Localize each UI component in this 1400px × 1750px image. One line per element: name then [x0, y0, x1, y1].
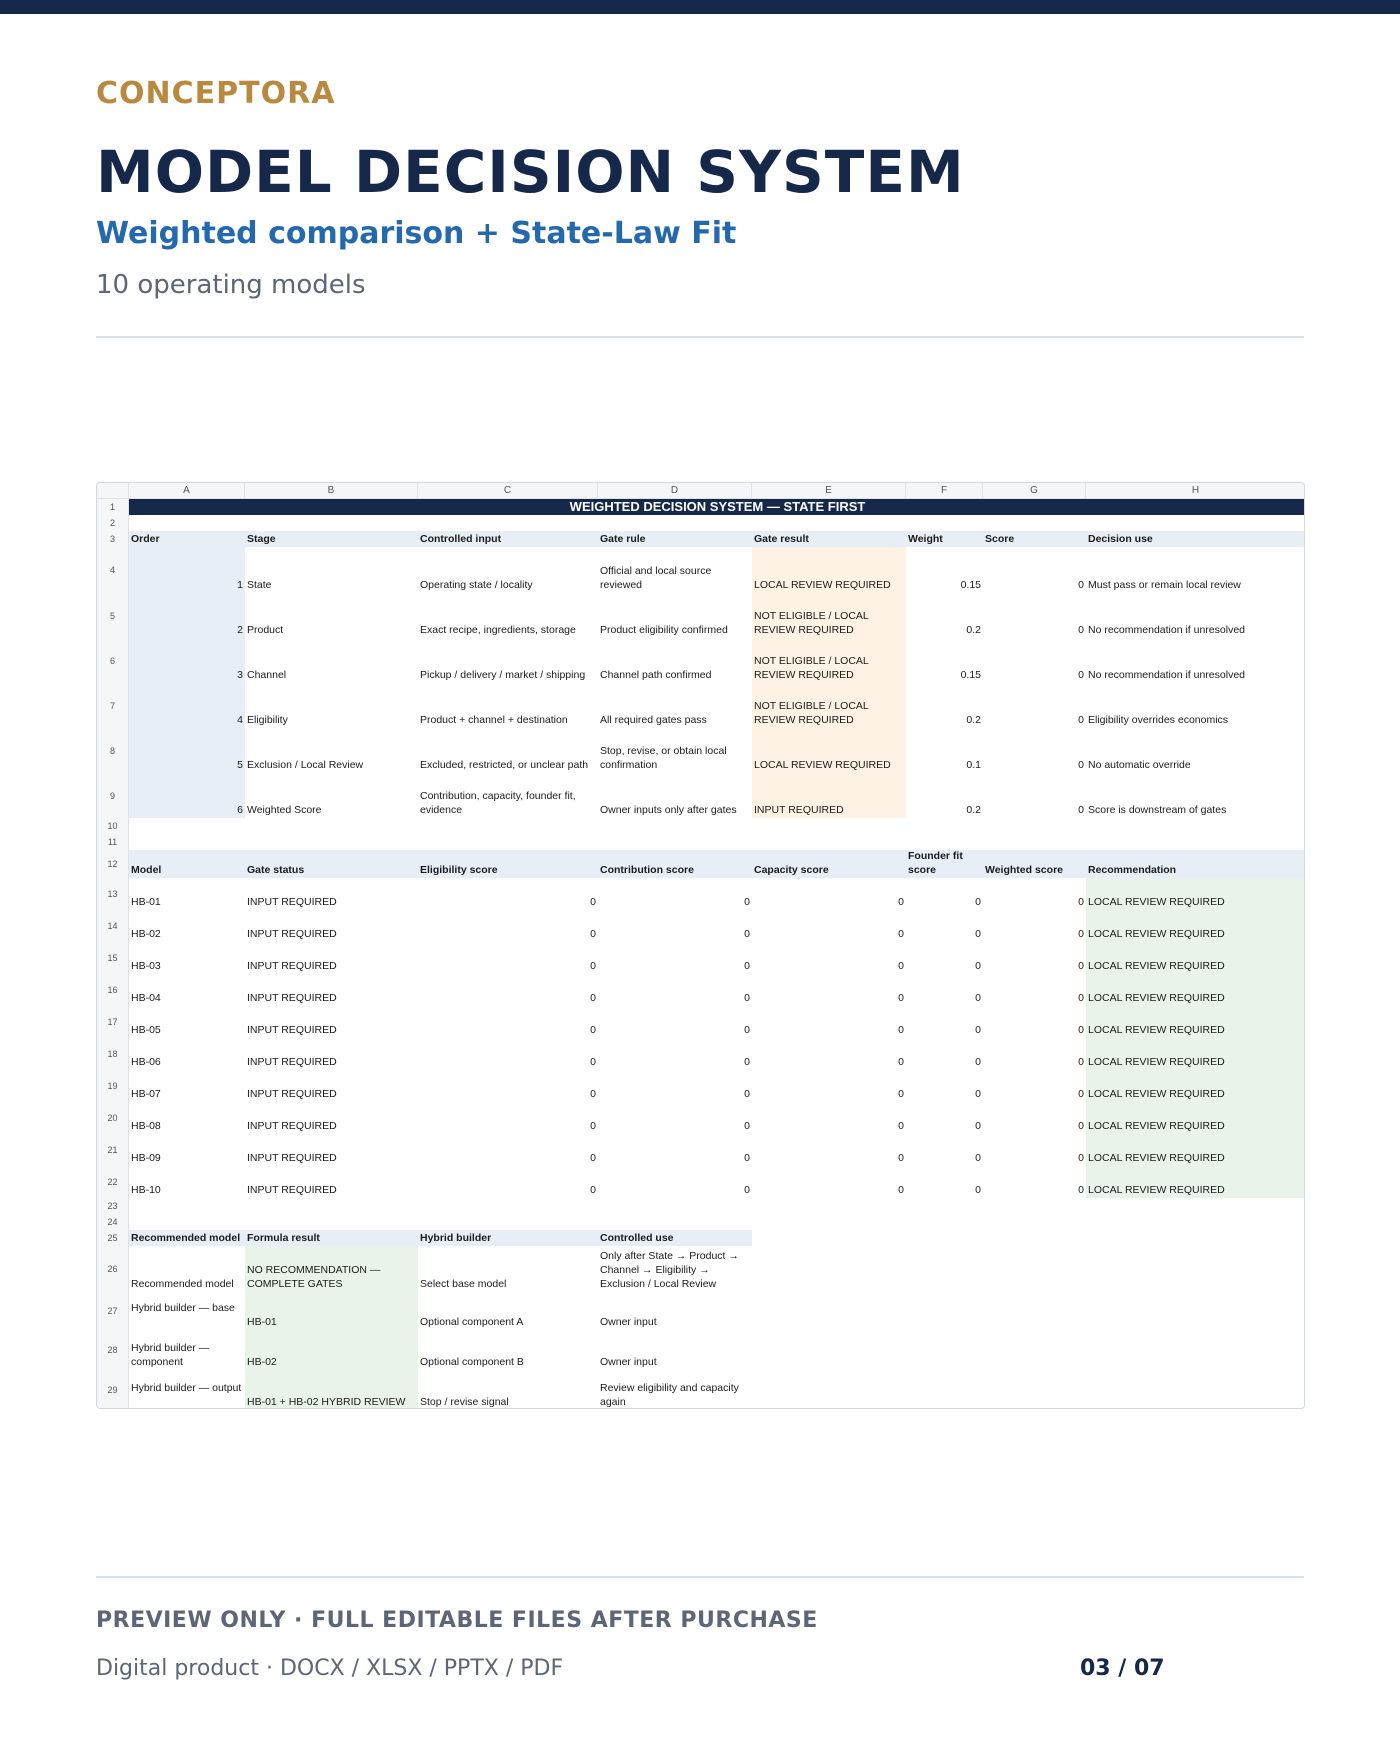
gate-score: 0 [1078, 669, 1084, 681]
row-header: 11 [97, 834, 129, 850]
model-eligibility-score: 0 [590, 1024, 596, 1036]
row-header: 2 [97, 515, 129, 531]
model-recommendation: LOCAL REVIEW REQUIRED [1088, 1120, 1225, 1132]
model-weighted-score: 0 [1078, 960, 1084, 972]
gate-weight: 0.15 [960, 579, 981, 591]
row-header: 29 [97, 1370, 129, 1409]
model-weighted-score: 0 [1078, 1152, 1084, 1164]
gate-column-header: Decision use [1088, 533, 1153, 545]
gate-weight: 0.2 [966, 804, 981, 816]
gate-order: 1 [237, 579, 243, 591]
page-subtitle: Weighted comparison + State-Law Fit [96, 216, 737, 251]
row-header: 15 [97, 942, 129, 974]
rec-hybrid-builder: Stop / revise signal [420, 1396, 509, 1408]
gate-rule: All required gates pass [600, 714, 707, 726]
model-gate-status: INPUT REQUIRED [247, 992, 337, 1004]
model-capacity-score: 0 [898, 1120, 904, 1132]
model-column-header: Weighted score [985, 864, 1063, 876]
model-capacity-score: 0 [898, 1152, 904, 1164]
model-eligibility-score: 0 [590, 992, 596, 1004]
model-column-header: Eligibility score [420, 864, 498, 876]
gate-stage: Product [247, 624, 284, 636]
gate-decision-use: No automatic override [1088, 759, 1191, 771]
gate-rule: Channel path confirmed [600, 669, 712, 681]
rec-column-header: Formula result [247, 1232, 320, 1244]
gate-stage: Channel [247, 669, 287, 681]
model-id: HB-01 [131, 896, 161, 908]
model-eligibility-score: 0 [590, 1056, 596, 1068]
gate-score: 0 [1078, 759, 1084, 771]
model-gate-status: INPUT REQUIRED [247, 1184, 337, 1196]
model-id: HB-02 [131, 928, 161, 940]
row-header: 12 [97, 850, 129, 878]
model-weighted-score: 0 [1078, 1120, 1084, 1132]
model-id: HB-07 [131, 1088, 161, 1100]
gate-input: Operating state / locality [420, 579, 533, 591]
gate-result: NOT ELIGIBLE / LOCAL REVIEW REQUIRED [754, 700, 869, 726]
model-weighted-score: 0 [1078, 896, 1084, 908]
model-contribution-score: 0 [744, 992, 750, 1004]
format-list: Digital product · DOCX / XLSX / PPTX / PDF [96, 1656, 564, 1681]
gate-column-header: Weight [908, 533, 943, 545]
gate-stage: Eligibility [247, 714, 288, 726]
gate-input: Product + channel + destination [420, 714, 568, 726]
row-header: 5 [97, 593, 129, 638]
rec-controlled-use: Owner input [600, 1356, 657, 1368]
rec-formula-result: NO RECOMMENDATION — COMPLETE GATES [247, 1264, 381, 1290]
column-header: H [1086, 483, 1305, 499]
preview-notice: PREVIEW ONLY · FULL EDITABLE FILES AFTER PURCHASE [96, 1608, 818, 1633]
row-header: 9 [97, 773, 129, 818]
model-weighted-score: 0 [1078, 992, 1084, 1004]
model-gate-status: INPUT REQUIRED [247, 1152, 337, 1164]
model-gate-status: INPUT REQUIRED [247, 1056, 337, 1068]
model-contribution-score: 0 [744, 928, 750, 940]
row-header: 17 [97, 1006, 129, 1038]
model-capacity-score: 0 [898, 1024, 904, 1036]
rec-formula-result: HB-01 [247, 1316, 277, 1328]
model-eligibility-score: 0 [590, 1120, 596, 1132]
model-founder-fit-score: 0 [975, 992, 981, 1004]
gate-score: 0 [1078, 804, 1084, 816]
model-contribution-score: 0 [744, 1024, 750, 1036]
rec-label: Recommended model [131, 1278, 234, 1290]
model-capacity-score: 0 [898, 1056, 904, 1068]
gate-decision-use: Score is downstream of gates [1088, 804, 1227, 816]
row-header: 27 [97, 1292, 129, 1330]
model-founder-fit-score: 0 [975, 960, 981, 972]
column-header: E [752, 483, 906, 499]
model-gate-status: INPUT REQUIRED [247, 1120, 337, 1132]
page-meta: 10 operating models [96, 270, 366, 300]
column-header: G [983, 483, 1086, 499]
gate-rule: Owner inputs only after gates [600, 804, 737, 816]
model-capacity-score: 0 [898, 960, 904, 972]
page-number: 03 / 07 [1080, 1656, 1165, 1681]
row-header: 24 [97, 1214, 129, 1230]
model-contribution-score: 0 [744, 1120, 750, 1132]
gate-rule: Product eligibility confirmed [600, 624, 728, 636]
model-recommendation: LOCAL REVIEW REQUIRED [1088, 928, 1225, 940]
gate-rule: Official and local source reviewed [600, 565, 712, 591]
rec-label: Hybrid builder — component [131, 1342, 210, 1368]
model-founder-fit-score: 0 [975, 928, 981, 940]
row-header: 14 [97, 910, 129, 942]
gate-result: LOCAL REVIEW REQUIRED [754, 759, 891, 771]
model-recommendation: LOCAL REVIEW REQUIRED [1088, 992, 1225, 1004]
sheet-title: WEIGHTED DECISION SYSTEM — STATE FIRST [129, 499, 1305, 515]
gate-column-header: Gate result [754, 533, 809, 545]
model-id: HB-10 [131, 1184, 161, 1196]
gate-weight: 0.15 [960, 669, 981, 681]
gate-result: INPUT REQUIRED [754, 804, 844, 816]
model-recommendation: LOCAL REVIEW REQUIRED [1088, 1056, 1225, 1068]
model-capacity-score: 0 [898, 1184, 904, 1196]
rec-label: Hybrid builder — base [131, 1302, 235, 1314]
row-header: 21 [97, 1134, 129, 1166]
model-gate-status: INPUT REQUIRED [247, 1088, 337, 1100]
page-title: MODEL DECISION SYSTEM [96, 138, 965, 206]
gate-score: 0 [1078, 714, 1084, 726]
header-divider [96, 336, 1304, 338]
top-bar [0, 0, 1400, 14]
model-contribution-score: 0 [744, 960, 750, 972]
model-id: HB-08 [131, 1120, 161, 1132]
rec-column-header: Controlled use [600, 1232, 674, 1244]
gate-result: NOT ELIGIBLE / LOCAL REVIEW REQUIRED [754, 610, 869, 636]
gate-decision-use: Must pass or remain local review [1088, 579, 1241, 591]
gate-input: Contribution, capacity, founder fit, evidence [420, 790, 576, 816]
model-contribution-score: 0 [744, 1184, 750, 1196]
model-contribution-score: 0 [744, 1152, 750, 1164]
rec-controlled-use: Owner input [600, 1316, 657, 1328]
model-column-header: Gate status [247, 864, 305, 876]
row-header: 28 [97, 1330, 129, 1370]
model-eligibility-score: 0 [590, 1184, 596, 1196]
model-recommendation: LOCAL REVIEW REQUIRED [1088, 1088, 1225, 1100]
row-header: 4 [97, 547, 129, 593]
gate-decision-use: No recommendation if unresolved [1088, 669, 1245, 681]
model-founder-fit-score: 0 [975, 1184, 981, 1196]
model-column-header: Recommendation [1088, 864, 1177, 876]
gate-order: 3 [237, 669, 243, 681]
gate-column-header: Gate rule [600, 533, 646, 545]
row-header: 7 [97, 683, 129, 728]
model-recommendation: LOCAL REVIEW REQUIRED [1088, 1184, 1225, 1196]
model-weighted-score: 0 [1078, 1184, 1084, 1196]
gate-stage: Exclusion / Local Review [247, 759, 364, 771]
row-header: 8 [97, 728, 129, 773]
model-gate-status: INPUT REQUIRED [247, 928, 337, 940]
gate-score: 0 [1078, 579, 1084, 591]
model-capacity-score: 0 [898, 928, 904, 940]
gate-weight: 0.2 [966, 714, 981, 726]
recommendation-fill [1086, 878, 1305, 1198]
model-gate-status: INPUT REQUIRED [247, 960, 337, 972]
row-header: 23 [97, 1198, 129, 1214]
rec-controlled-use: Review eligibility and capacity again [600, 1382, 739, 1408]
brand-name: CONCEPTORA [96, 76, 336, 111]
model-eligibility-score: 0 [590, 928, 596, 940]
model-founder-fit-score: 0 [975, 1056, 981, 1068]
column-header: C [418, 483, 598, 499]
gate-stage: State [247, 579, 272, 591]
column-header: B [245, 483, 418, 499]
gate-input: Exact recipe, ingredients, storage [420, 624, 576, 636]
model-id: HB-05 [131, 1024, 161, 1036]
row-header: 6 [97, 638, 129, 683]
model-capacity-score: 0 [898, 896, 904, 908]
model-recommendation: LOCAL REVIEW REQUIRED [1088, 960, 1225, 972]
model-capacity-score: 0 [898, 992, 904, 1004]
model-eligibility-score: 0 [590, 1152, 596, 1164]
row-header: 16 [97, 974, 129, 1006]
row-header: 3 [97, 531, 129, 547]
model-column-header: Capacity score [754, 864, 829, 876]
gate-decision-use: Eligibility overrides economics [1088, 714, 1229, 726]
model-contribution-score: 0 [744, 896, 750, 908]
gate-column-header: Controlled input [420, 533, 502, 545]
gate-order: 2 [237, 624, 243, 636]
model-contribution-score: 0 [744, 1088, 750, 1100]
model-weighted-score: 0 [1078, 928, 1084, 940]
column-header: D [598, 483, 752, 499]
gate-order: 4 [237, 714, 243, 726]
gate-score: 0 [1078, 624, 1084, 636]
row-header: 26 [97, 1246, 129, 1292]
row-header: 25 [97, 1230, 129, 1246]
model-eligibility-score: 0 [590, 896, 596, 908]
gate-rule: Stop, revise, or obtain local confirmation [600, 745, 727, 771]
model-founder-fit-score: 0 [975, 896, 981, 908]
model-column-header: Contribution score [600, 864, 694, 876]
row-header: 18 [97, 1038, 129, 1070]
gate-weight: 0.2 [966, 624, 981, 636]
model-weighted-score: 0 [1078, 1056, 1084, 1068]
row-header: 10 [97, 818, 129, 834]
row-header: 19 [97, 1070, 129, 1102]
rec-hybrid-builder: Optional component B [420, 1356, 524, 1368]
model-founder-fit-score: 0 [975, 1024, 981, 1036]
model-gate-status: INPUT REQUIRED [247, 1024, 337, 1036]
footer-divider [96, 1576, 1304, 1578]
model-gate-status: INPUT REQUIRED [247, 896, 337, 908]
model-recommendation: LOCAL REVIEW REQUIRED [1088, 1024, 1225, 1036]
gate-column-header: Score [985, 533, 1015, 545]
column-header-corner [97, 483, 129, 499]
model-column-header: Model [131, 864, 162, 876]
model-recommendation: LOCAL REVIEW REQUIRED [1088, 896, 1225, 908]
model-id: HB-04 [131, 992, 161, 1004]
rec-formula-result: HB-02 [247, 1356, 277, 1368]
model-contribution-score: 0 [744, 1056, 750, 1068]
row-header: 22 [97, 1166, 129, 1198]
gate-order: 5 [237, 759, 243, 771]
rec-formula-result: HB-01 + HB-02 HYBRID REVIEW [247, 1396, 406, 1408]
gate-result: NOT ELIGIBLE / LOCAL REVIEW REQUIRED [754, 655, 869, 681]
gate-input: Pickup / delivery / market / shipping [420, 669, 586, 681]
gate-stage: Weighted Score [247, 804, 322, 816]
gate-decision-use: No recommendation if unresolved [1088, 624, 1245, 636]
gate-result: LOCAL REVIEW REQUIRED [754, 579, 891, 591]
rec-hybrid-builder: Select base model [420, 1278, 507, 1290]
row-header: 13 [97, 878, 129, 910]
gate-column-header: Order [131, 533, 160, 545]
column-header: A [129, 483, 245, 499]
model-recommendation: LOCAL REVIEW REQUIRED [1088, 1152, 1225, 1164]
spreadsheet-preview [96, 482, 1305, 1409]
row-header: 20 [97, 1102, 129, 1134]
model-eligibility-score: 0 [590, 960, 596, 972]
rec-hybrid-builder: Optional component A [420, 1316, 524, 1328]
gate-order: 6 [237, 804, 243, 816]
model-weighted-score: 0 [1078, 1088, 1084, 1100]
model-weighted-score: 0 [1078, 1024, 1084, 1036]
row-header: 1 [97, 499, 129, 515]
model-eligibility-score: 0 [590, 1088, 596, 1100]
model-founder-fit-score: 0 [975, 1152, 981, 1164]
model-capacity-score: 0 [898, 1088, 904, 1100]
model-id: HB-03 [131, 960, 161, 972]
gate-input: Excluded, restricted, or unclear path [420, 759, 589, 771]
gate-weight: 0.1 [966, 759, 981, 771]
column-header: F [906, 483, 983, 499]
model-column-header: Founder fit score [908, 850, 963, 876]
rec-controlled-use: Only after State → Product → Channel → Eligibility → Exclusion / Local Review [600, 1250, 739, 1290]
model-founder-fit-score: 0 [975, 1120, 981, 1132]
model-founder-fit-score: 0 [975, 1088, 981, 1100]
model-id: HB-09 [131, 1152, 161, 1164]
gate-column-header: Stage [247, 533, 276, 545]
rec-label: Hybrid builder — output [131, 1382, 242, 1394]
rec-column-header: Recommended model [131, 1232, 241, 1244]
rec-column-header: Hybrid builder [420, 1232, 492, 1244]
model-id: HB-06 [131, 1056, 161, 1068]
